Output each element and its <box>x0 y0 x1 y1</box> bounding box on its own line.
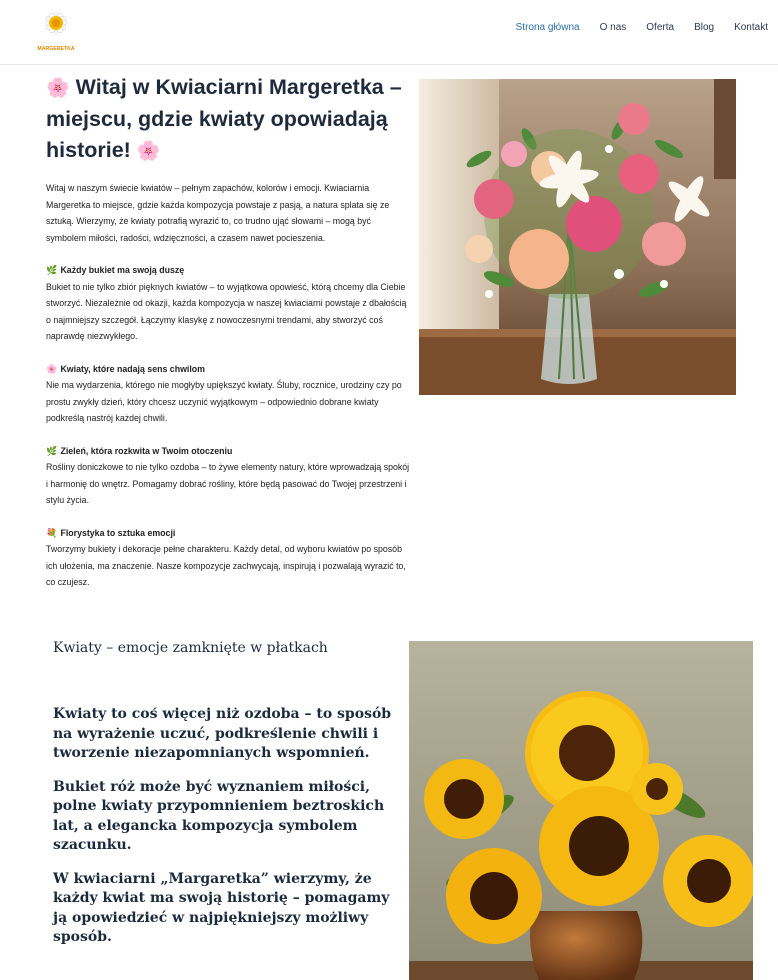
page-title <box>46 72 416 167</box>
nav-contact[interactable]: Kontakt <box>734 22 768 33</box>
page-title-text: Witaj w Kwiaciarni Margeretka – miejscu, gdzie kwiaty opowiadają historie! <box>46 75 402 162</box>
intro-paragraph: Witaj w naszym świecie kwiatów – pełnym zapachów, kolorów i emocji. Kwiaciarnia Margeretka to miejsce, gdzie każda kompozycja powstaje z pasją, a natura splata się ze sztuką. Wierzymy, że kwiaty potrafią wyrazić to, co trudno ująć słowami – mogą być symbolem miłości, radości, wdzięczności, a czasem nawet pocieszenia. <box>46 183 390 243</box>
section-title: 🌿 Każdy bukiet ma swoją duszę <box>46 262 410 279</box>
blossom-icon: 🌸 <box>46 363 58 374</box>
nav-blog[interactable]: Blog <box>694 22 715 33</box>
section-title: 🌿 Zieleń, która rozkwita w Twoim otoczeniu <box>46 443 410 460</box>
bouquet-icon: 💐 <box>46 527 58 538</box>
section-text: Rośliny doniczkowe to nie tylko ozdoba – to żywe elementy natury, które wprowadzają spokój i harmonię do wnętrz. Pomagamy dobrać rośliny, które będą pasować do Twojej przestrzeni i stylu życia. <box>46 462 410 505</box>
intro-content <box>46 180 410 607</box>
section-block <box>46 443 410 509</box>
logo-text: MARGERETKA <box>37 46 75 52</box>
emotions-paragraph: Bukiet róż może być wyznaniem miłości, polne kwiaty przypomnieniem beztroskich lat, a elegancka kompozycja symbolem szacunku. <box>53 778 385 853</box>
main-nav <box>516 22 768 33</box>
section-text: Bukiet to nie tylko zbiór pięknych kwiatów – to wyjątkowa opowieść, którą chcemy dla Ciebie stworzyć. Niezależnie od okazji, każda kompozycja w naszej kwiaciarni powstaje z dbałością o najmniejszy szczegół. Łączymy klasykę z nowoczesnymi trendami, aby stworzyć coś naprawdę niezwykłego. <box>46 281 407 341</box>
emotions-text <box>53 705 393 962</box>
bouquet-image <box>419 79 736 395</box>
section-block <box>46 361 410 427</box>
nav-home[interactable]: Strona główna <box>515 22 580 33</box>
section-title: 💐 Florystyka to sztuka emocji <box>46 525 410 542</box>
section-heading: Kwiaty – emocje zamknięte w płatkach <box>53 640 328 656</box>
section-text: Tworzymy bukiety i dekoracje pełne charakteru. Każdy detal, od wyboru kwiatów po sposób ich ułożenia, ma znaczenie. Nasze kompozycje zachwycają, inspirują i pozwalają wyrazić to, co czujesz. <box>46 544 406 587</box>
leaf-icon: 🌿 <box>46 265 58 275</box>
nav-about[interactable]: O nas <box>599 22 627 33</box>
site-header <box>0 0 778 65</box>
emotions-paragraph: W kwiaciarni „Margaretka” wierzymy, że każdy kwiat ma swoją historię – pomagamy ją opowiedzieć w najpiękniejszy możliwy sposób. <box>53 870 390 945</box>
flower-emoji-icon: 🌸 <box>46 78 70 99</box>
section-block <box>46 525 410 591</box>
section-block <box>46 262 410 345</box>
sunflowers-image <box>409 641 753 980</box>
emotions-paragraph: Kwiaty to coś więcej niż ozdoba – to sposób na wyrażenie uczuć, podkreślenie chwili i tworzenie niezapomnianych wspomnień. <box>53 706 392 761</box>
section-text: Nie ma wydarzenia, którego nie mogłyby upiększyć kwiaty. Śluby, rocznice, urodziny czy po prostu zwykły dzień, który chcesz uczynić wyjątkowym – odpowiednio dobrane kwiaty podkreślą nastrój każdej chwili. <box>46 380 402 423</box>
section-title: 🌸 Kwiaty, które nadają sens chwilom <box>46 361 410 378</box>
leaf-icon: 🌿 <box>46 445 58 456</box>
flower-emoji-icon: 🌸 <box>136 141 161 162</box>
logo[interactable] <box>32 2 80 52</box>
nav-offer[interactable]: Oferta <box>646 22 675 33</box>
